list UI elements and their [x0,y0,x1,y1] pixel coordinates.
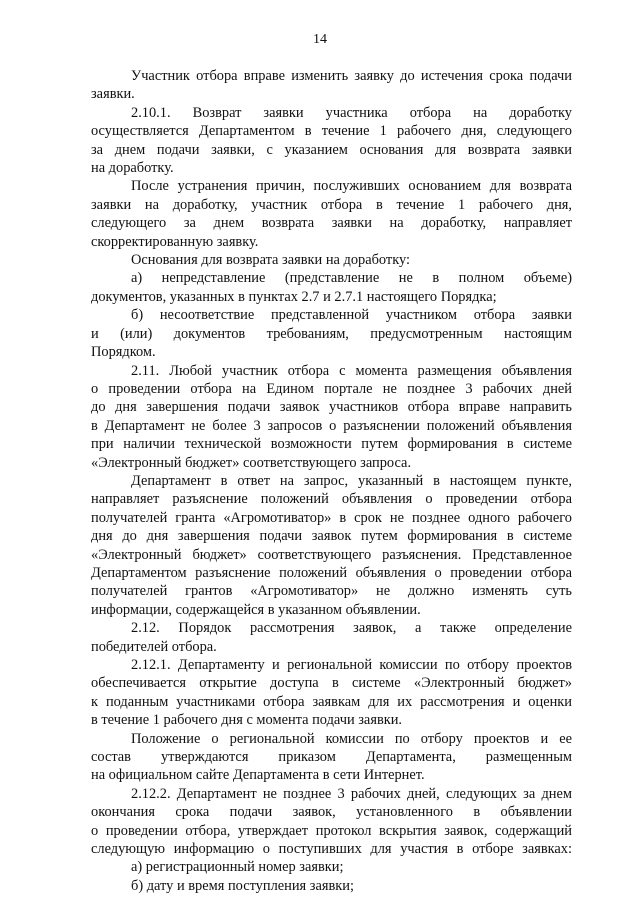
text-line: «Электронный бюджет» соответствующего запроса. [91,454,412,471]
text-line: «Электронный бюджет» соответствующего разъяснения. Представленное [91,546,572,563]
document-body [91,67,572,895]
text-line: обеспечивается открытие доступа в системе «Электронный бюджет» [91,675,572,692]
text-line: и (или) документов требованиям, предусмотренным настоящим [91,325,572,342]
text-line: Участник отбора вправе изменить заявку до истечения срока подачи [131,68,572,84]
text-line: документов, указанных в пунктах 2.7 и 2.7.1 настоящего Порядка; [91,288,497,305]
text-line: победителей отбора. [91,638,217,655]
text-line: до дня завершения подачи заявок участников отбора вправе направить [91,399,572,416]
text-line: Положение о региональной комиссии по отбору проектов и ее [131,730,572,747]
text-line: на официальном сайте Департамента в сети Интернет. [91,767,425,784]
text-line: дня до дня завершения подачи заявок путем формирования в системе [91,528,572,545]
text-line: о проведении отбора, утверждает протокол вскрытия заявок, содержащий [91,822,572,839]
text-line: при наличии технической возможности путем формирования в системе [91,436,572,453]
text-line: б) несоответствие представленной участником отбора заявки [131,307,572,324]
text-line: следующего за днем возврата заявки на доработку, направляет [91,215,572,232]
text-line: направляет разъяснение положений объявления о проведении отбора [91,491,572,508]
text-line: После устранения причин, послуживших основанием для возврата [131,178,572,195]
text-line: получателей гранта «Агромотиватор» в срок не позднее одного рабочего [91,509,572,526]
text-line: 2.12.1. Департаменту и региональной комиссии по отбору проектов [131,657,572,673]
text-line: Департамент в ответ на запрос, указанный в настоящем пункте, [131,472,572,489]
text-line: заявки. [91,86,135,103]
text-line: скорректированную заявку. [91,233,259,250]
text-line: состав утверждаются приказом Департамента, размещенным [91,749,572,766]
page-number: 14 [313,32,327,47]
text-line: Основания для возврата заявки на доработку: [131,252,411,269]
text-line: а) регистрационный номер заявки; [131,859,344,876]
text-line: за днем подачи заявки, с указанием основания для возврата заявки [91,141,572,158]
text-line: следующую информацию о поступивших для участия в отборе заявках: [91,841,572,858]
text-line: к поданным участниками отбора заявкам для их рассмотрения и оценки [91,693,572,710]
text-line: в течение 1 рабочего дня с момента подачи заявки. [91,712,403,729]
text-line: Порядком. [91,344,156,361]
text-line: 2.12. Порядок рассмотрения заявок, а также определение [131,620,572,637]
text-line: б) дату и время поступления заявки; [131,877,354,894]
text-line: получателей грантов «Агромотиватор» не должно изменять суть [91,583,572,600]
text-line: а) непредставление (представление не в полном объеме) [131,270,572,287]
text-line: осуществляется Департаментом в течение 1 рабочего дня, следующего [91,123,572,140]
text-line: в Департамент не более 3 запросов о разъяснении положений объявления [91,417,572,434]
text-line: о проведении отбора на Едином портале не позднее 3 рабочих дней [91,380,572,397]
text-line: окончания срока подачи заявок, установленного в объявлении [91,804,572,821]
text-line: 2.11. Любой участник отбора с момента размещения объявления [131,362,572,379]
text-line: 2.10.1. Возврат заявки участника отбора на доработку [131,104,572,121]
text-line: информации, содержащейся в указанном объявлении. [91,601,421,618]
text-line: на доработку. [91,160,174,177]
text-line: Департаментом разъяснение положений объявления о проведении отбора [91,564,572,581]
text-line: заявки на доработку, участник отбора в течение 1 рабочего дня, [91,196,572,213]
text-line: 2.12.2. Департамент не позднее 3 рабочих дней, следующих за днем [131,785,572,802]
